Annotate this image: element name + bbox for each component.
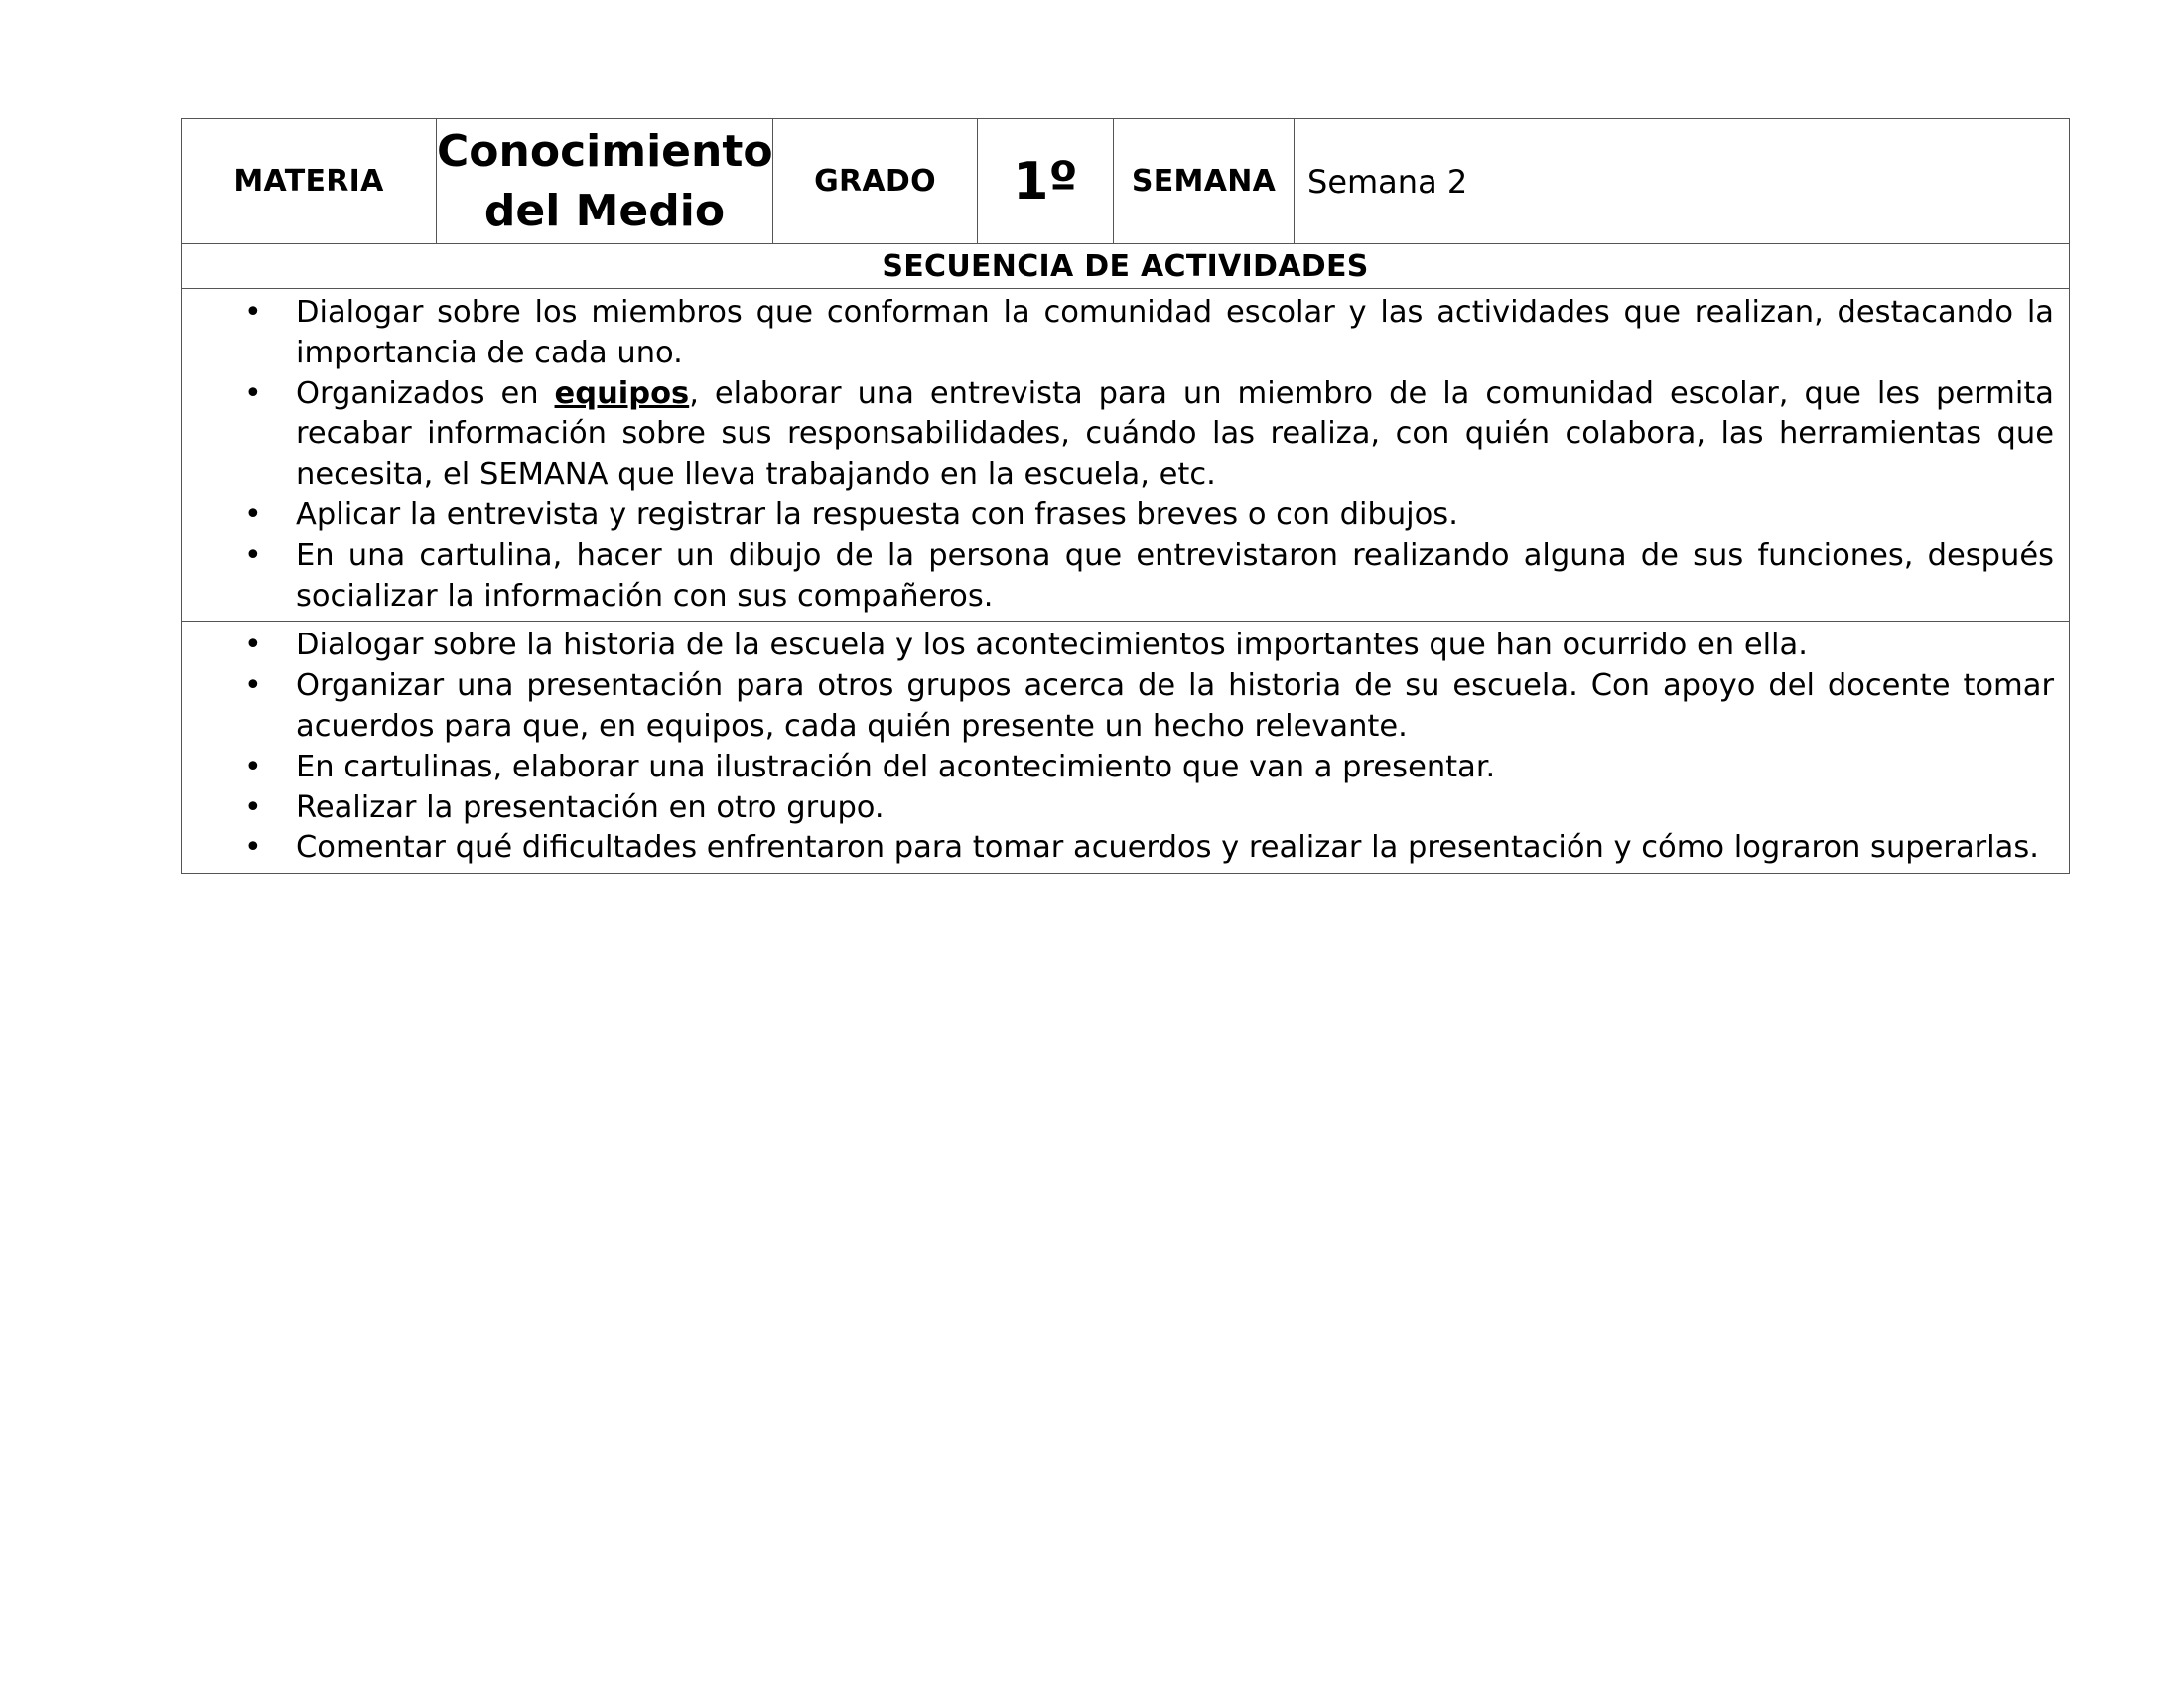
section-title-row [182,244,2070,289]
materia-label: MATERIA [182,119,437,244]
activity-list-2 [182,622,2069,873]
list-item: • Comentar qué dificultades enfrentaron para tomar acuerdos y realizar la presentación y cómo lograron superarlas. [182,828,2054,869]
emphasis-equipos: equipos [554,375,690,411]
activity-plan-table [181,118,2070,874]
grado-label: GRADO [773,119,978,244]
list-item: • En cartulinas, elaborar una ilustración del acontecimiento que van a presentar. [182,748,2054,788]
semana-value: Semana 2 [1295,119,2070,244]
list-item: • Dialogar sobre la historia de la escuela y los acontecimientos importantes que han ocurrido en ella. [182,626,2054,666]
grado-value: 1º [978,119,1114,244]
list-item: • Organizar una presentación para otros grupos acerca de la historia de su escuela. Con apoyo del docente tomar acuerdos para que, en equipos, cada quién presente un hecho relevante. [182,666,2054,748]
list-item: • En una cartulina, hacer un dibujo de la persona que entrevistaron realizando alguna de sus funciones, después socializar la información con sus compañeros. [182,536,2054,618]
materia-value [437,119,773,244]
list-item: • Realizar la presentación en otro grupo. [182,788,2054,829]
materia-value-line1: Conocimiento [437,125,773,177]
header-row [182,119,2070,244]
activities-block-2 [182,622,2070,874]
list-item [182,374,2054,495]
list-item: • Dialogar sobre los miembros que conforman la comunidad escolar y las actividades que realizan, destacando la importancia de cada uno. [182,293,2054,374]
list-item-text: , elaborar una entrevista para un miembro de la comunidad escolar, que les permita recabar información sobre sus responsabilidades, cuándo las realiza, con quién colabora, las herramientas que necesita, el SEMANA que lleva trabajando en la escuela, etc. [296,375,2054,492]
semana-label: SEMANA [1114,119,1295,244]
activities-block-2-row [182,622,2070,874]
section-title: SECUENCIA DE ACTIVIDADES [182,244,2070,289]
list-item: • Aplicar la entrevista y registrar la respuesta con frases breves o con dibujos. [182,495,2054,536]
activities-block-1 [182,289,2070,622]
activity-list-1 [182,289,2069,621]
activities-block-1-row [182,289,2070,622]
materia-value-line2: del Medio [483,185,726,236]
list-item-text: Organizados en [296,375,555,411]
